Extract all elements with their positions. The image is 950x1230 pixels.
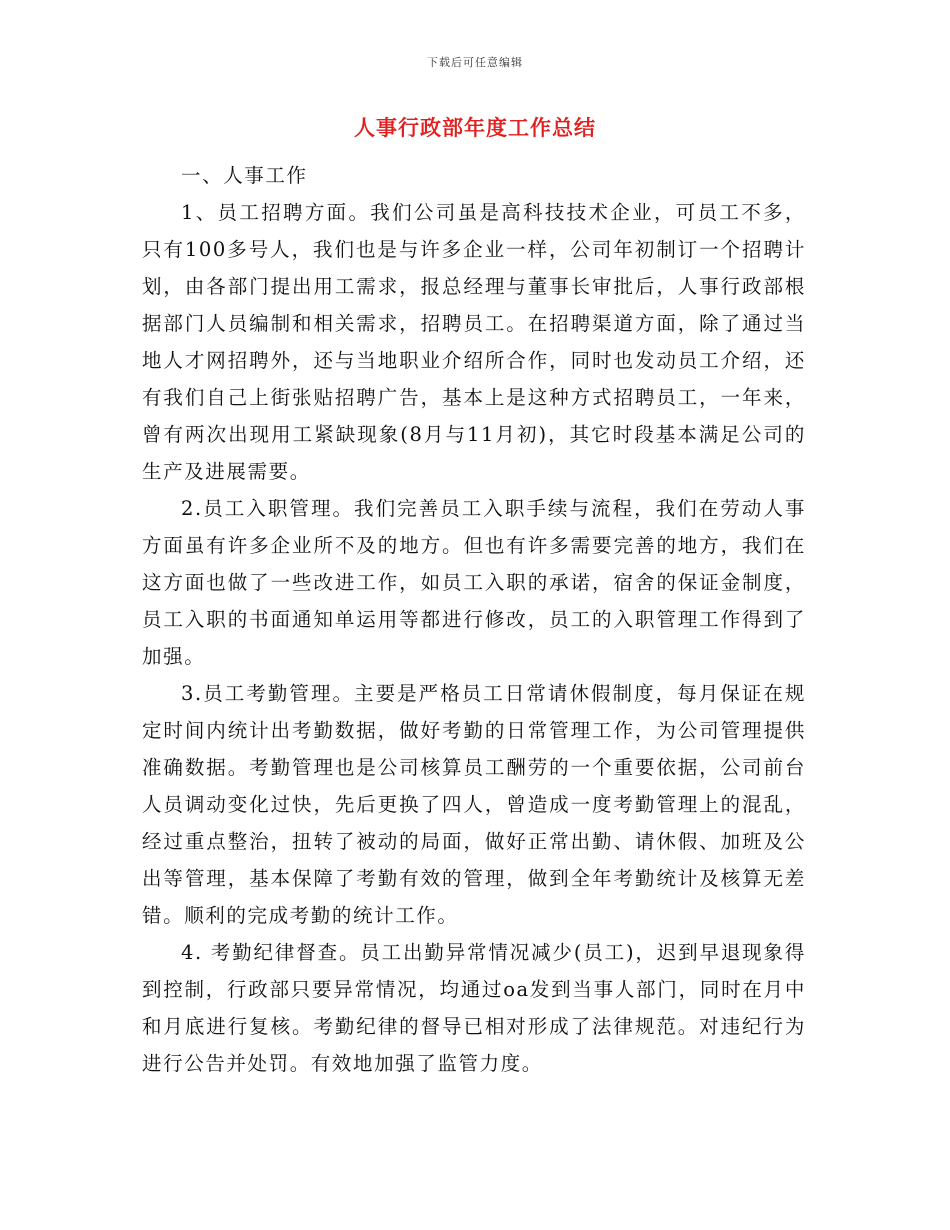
section-heading: 一、人事工作 <box>181 164 308 187</box>
header-note: 下载后可任意编辑 <box>427 56 523 69</box>
document-body <box>142 157 806 1082</box>
document-title: 人事行政部年度工作总结 <box>354 115 596 140</box>
paragraph-recruitment: 1、员工招聘方面。我们公司虽是高科技技术企业，可员工不多，只有100多号人，我们也是与许多企业一样，公司年初制订一个招聘计划，由各部门提出用工需求，报总经理与董事长审批后，人事行政部根据部门人员编制和相关需求，招聘员工。在招聘渠道方面，除了通过当地人才网招聘外，还与当地职业介绍所合作，同时也发动员工介绍，还有我们自己上街张贴招聘广告，基本上是这种方式招聘员工，一年来，曾有两次出现用工紧缺现象(8月与11月初)，其它时段基本满足公司的生产及进展需要。 <box>142 201 806 483</box>
paragraph-onboarding: 2.员工入职管理。我们完善员工入职手续与流程，我们在劳动人事方面虽有许多企业所不及的地方。但也有许多需要完善的地方，我们在这方面也做了一些改进工作，如员工入职的承诺，宿舍的保证金制度，员工入职的书面通知单运用等都进行修改，员工的入职管理工作得到了加强。 <box>142 497 806 668</box>
paragraph-attendance: 3.员工考勤管理。主要是严格员工日常请休假制度，每月保证在规定时间内统计出考勤数据，做好考勤的日常管理工作，为公司管理提供准确数据。考勤管理也是公司核算员工酬劳的一个重要依据，公司前台人员调动变化过快，先后更换了四人，曾造成一度考勤管理上的混乱，经过重点整治，扭转了被动的局面，做好正常出勤、请休假、加班及公出等管理，基本保障了考勤有效的管理，做到全年考勤统计及核算无差错。顺利的完成考勤的统计工作。 <box>142 682 806 927</box>
paragraph-discipline: 4. 考勤纪律督查。员工出勤异常情况减少(员工)，迟到早退现象得到控制，行政部只要异常情况，均通过oa发到当事人部门，同时在月中和月底进行复核。考勤纪律的督导已相对形成了法律规范。对违纪行为进行公告并处罚。有效地加强了监管力度。 <box>142 941 806 1075</box>
